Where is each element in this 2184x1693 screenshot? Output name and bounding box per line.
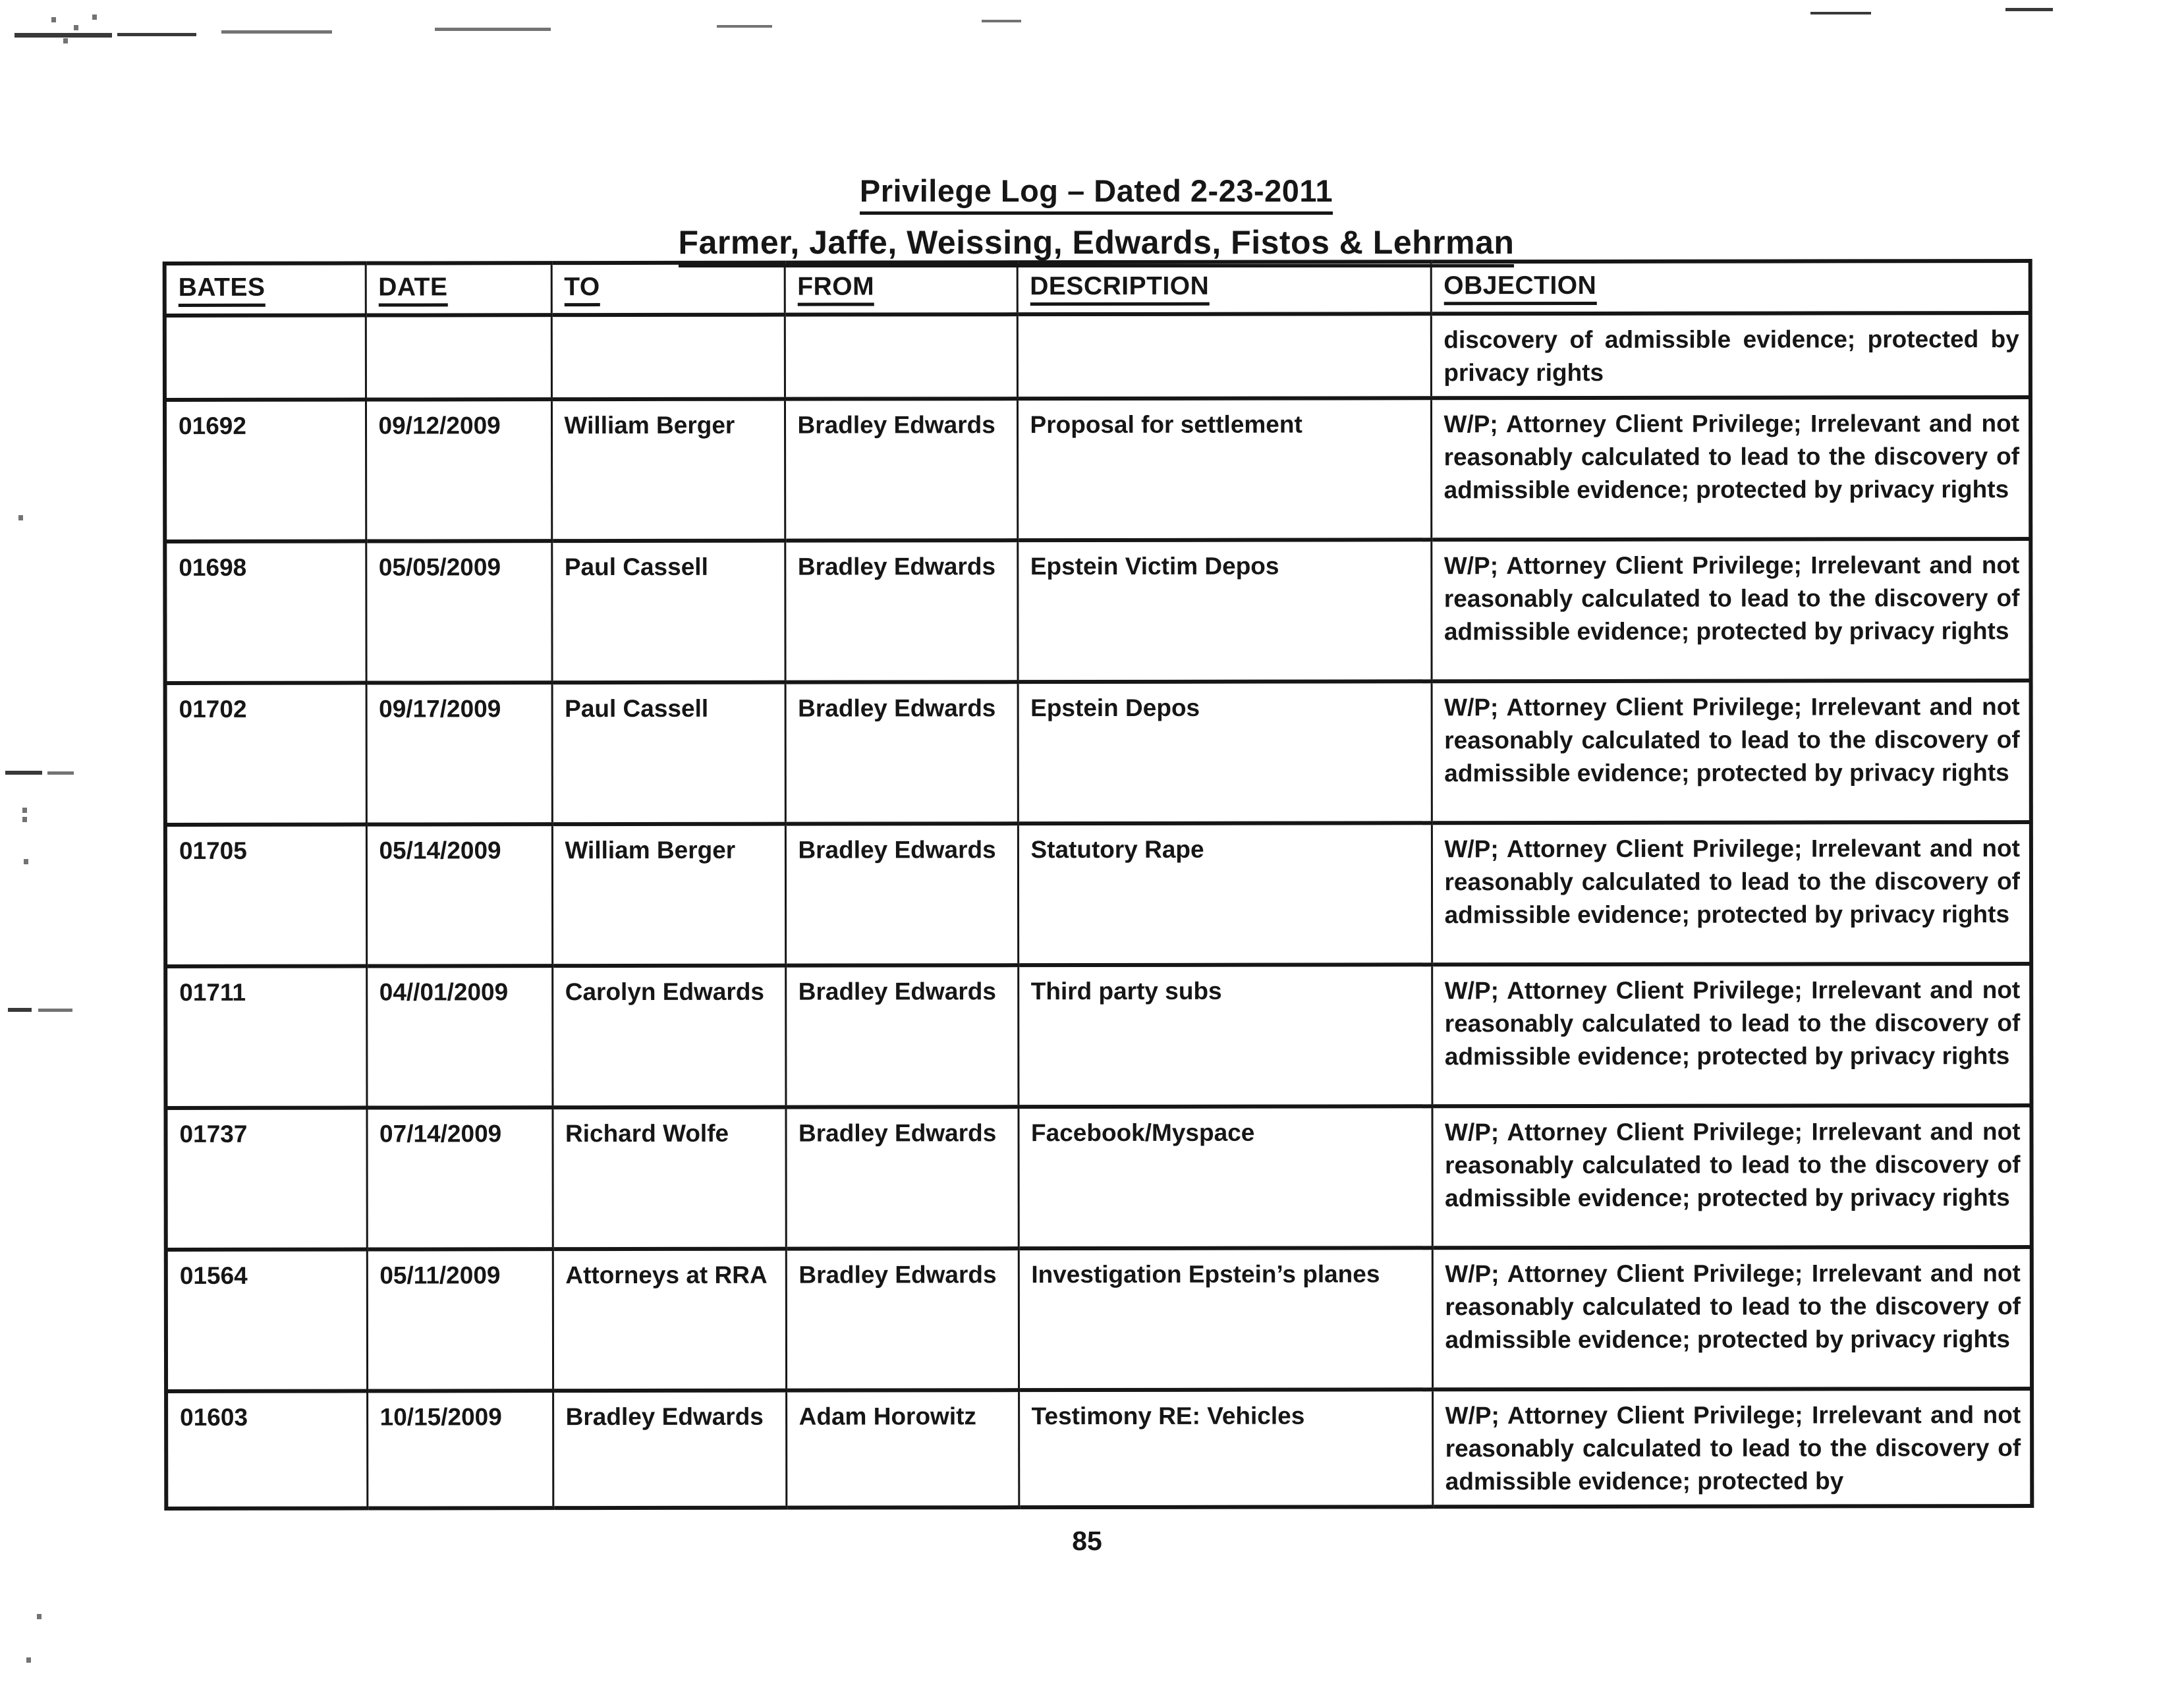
table-row: [165, 822, 2031, 966]
cell-description: Epstein Depos: [1018, 681, 1432, 823]
cell-bates: 01603: [166, 1391, 367, 1509]
cell-from: Bradley Edwards: [785, 682, 1018, 823]
cell-objection: W/P; Attorney Client Privilege; Irrelevant and not reasonably calculated to lead to the discovery of admissible evidence; protected by privacy rights: [1432, 1105, 2031, 1248]
cell-objection: W/P; Attorney Client Privilege; Irrelevant and not reasonably calculated to lead to the discovery of admissible evidence; protected by privacy rights: [1431, 539, 2030, 681]
scan-artifact: [1810, 12, 1871, 14]
table-row: [165, 539, 2030, 683]
cell-bates: 01737: [165, 1108, 366, 1250]
cell-bates: 01692: [165, 400, 366, 541]
cell-description: Proposal for settlement: [1017, 398, 1431, 540]
document-title: Privilege Log – Dated 2-23-2011: [860, 173, 1333, 215]
table-row: [165, 680, 2031, 825]
cell-to: Bradley Edwards: [553, 1391, 786, 1508]
table-row: [166, 1389, 2032, 1509]
scan-artifact: [74, 25, 78, 30]
cell-objection: W/P; Attorney Client Privilege; Irrelevant and not reasonably calculated to lead to the discovery of admissible evidence; protected by: [1432, 1389, 2032, 1507]
cell-objection: W/P; Attorney Client Privilege; Irrelevant and not reasonably calculated to lead to the discovery of admissible evidence; protected by privacy rights: [1432, 1247, 2032, 1389]
table-row: [166, 1247, 2032, 1391]
cell-bates: 01702: [165, 683, 366, 825]
cell-description: Testimony RE: Vehicles: [1019, 1389, 1432, 1507]
table-row: [165, 313, 2030, 400]
cell-bates: 01711: [165, 966, 366, 1108]
scan-artifact: [717, 25, 772, 28]
scan-artifact: [117, 33, 196, 36]
scan-artifact: [51, 17, 56, 22]
header-from: FROM: [785, 262, 1017, 314]
document-title-block: [163, 173, 2029, 267]
cell-date: 10/15/2009: [367, 1391, 553, 1508]
cell-description: Statutory Rape: [1018, 823, 1432, 965]
cell-from: Bradley Edwards: [785, 399, 1017, 540]
scan-artifact: [5, 771, 42, 775]
scan-artifact: [63, 38, 68, 43]
scan-artifact: [38, 1009, 72, 1012]
cell-objection: W/P; Attorney Client Privilege; Irrelevant and not reasonably calculated to lead to the discovery of admissible evidence; protected by privacy rights: [1431, 397, 2030, 540]
header-to: TO: [551, 263, 785, 315]
cell-description: Facebook/Myspace: [1018, 1106, 1432, 1248]
scan-artifact: [47, 771, 74, 775]
scan-artifact: [92, 14, 97, 20]
cell-description: Third party subs: [1018, 964, 1432, 1107]
cell-date: [366, 315, 551, 399]
scan-artifact: [221, 30, 332, 34]
privilege-log-table: [163, 259, 2034, 1511]
cell-to: William Berger: [552, 824, 785, 966]
table-header-row: [165, 261, 2030, 316]
cell-description: Investigation Epstein’s planes: [1019, 1248, 1432, 1390]
cell-from: Adam Horowitz: [786, 1390, 1019, 1507]
table-row: [165, 1105, 2031, 1250]
cell-bates: 01698: [165, 541, 366, 683]
cell-objection: W/P; Attorney Client Privilege; Irrelevant and not reasonably calculated to lead to the discovery of admissible evidence; protected by privacy rights: [1432, 680, 2031, 823]
cell-to: Paul Cassell: [552, 682, 785, 824]
table-row: [165, 397, 2030, 541]
document-subtitle: Farmer, Jaffe, Weissing, Edwards, Fistos & Lehrman: [679, 223, 1515, 267]
cell-date: 07/14/2009: [366, 1107, 552, 1249]
scan-artifact: [22, 817, 27, 822]
scan-artifact: [435, 28, 551, 31]
cell-objection: W/P; Attorney Client Privilege; Irrelevant and not reasonably calculated to lead to the discovery of admissible evidence; protected by privacy rights: [1432, 964, 2031, 1106]
scan-artifact: [982, 20, 1021, 22]
table-row: [165, 964, 2031, 1108]
cell-date: 09/17/2009: [366, 682, 552, 824]
cell-date: 05/11/2009: [367, 1249, 553, 1391]
cell-date: 05/05/2009: [366, 541, 551, 682]
scan-artifact: [14, 33, 112, 38]
header-objection: OBJECTION: [1431, 261, 2030, 314]
cell-bates: 01705: [165, 825, 366, 966]
cell-from: Bradley Edwards: [785, 965, 1018, 1107]
scan-artifact: [37, 1614, 42, 1619]
cell-objection: discovery of admissible evidence; protected by privacy rights: [1431, 313, 2030, 398]
cell-bates: [165, 316, 366, 400]
cell-to: [551, 315, 785, 399]
cell-objection: W/P; Attorney Client Privilege; Irrelevant and not reasonably calculated to lead to the discovery of admissible evidence; protected by privacy rights: [1432, 822, 2031, 964]
cell-to: Carolyn Edwards: [552, 966, 785, 1107]
cell-from: Bradley Edwards: [785, 823, 1018, 965]
cell-date: 05/14/2009: [366, 824, 552, 966]
header-date: DATE: [366, 263, 551, 315]
cell-description: Epstein Victim Depos: [1017, 540, 1431, 682]
header-description: DESCRIPTION: [1017, 262, 1431, 314]
cell-to: Attorneys at RRA: [553, 1249, 786, 1391]
scan-artifact: [22, 808, 27, 813]
cell-to: Richard Wolfe: [552, 1107, 785, 1249]
scan-artifact: [2005, 8, 2053, 11]
cell-date: 04//01/2009: [366, 966, 552, 1107]
cell-bates: 01564: [166, 1250, 367, 1391]
cell-from: Bradley Edwards: [785, 1107, 1018, 1248]
cell-from: [785, 314, 1017, 399]
cell-to: William Berger: [551, 399, 785, 541]
scan-artifact: [26, 1657, 31, 1663]
cell-description: [1017, 314, 1431, 399]
cell-from: Bradley Edwards: [785, 540, 1017, 682]
scan-artifact: [18, 515, 23, 520]
scan-artifact: [8, 1008, 32, 1012]
header-bates: BATES: [165, 264, 366, 316]
cell-to: Paul Cassell: [551, 541, 785, 682]
table-body: [165, 313, 2032, 1509]
scan-artifact: [24, 859, 28, 864]
page-number: 85: [1072, 1526, 1102, 1556]
cell-from: Bradley Edwards: [786, 1248, 1019, 1390]
cell-date: 09/12/2009: [366, 399, 551, 541]
